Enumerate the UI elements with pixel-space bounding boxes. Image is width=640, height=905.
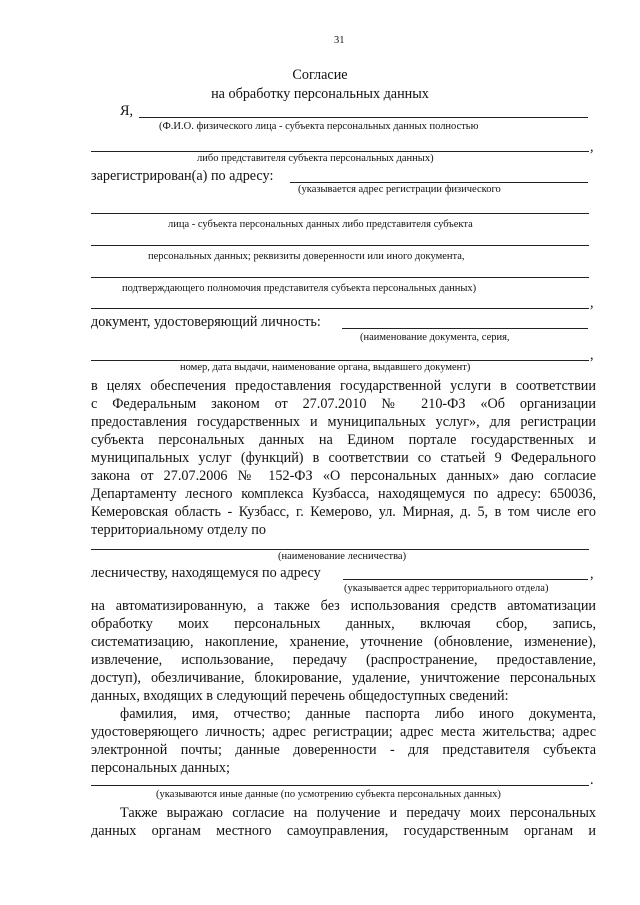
- document-line-1[interactable]: [342, 328, 588, 329]
- para1-line-7: Департаменту лесного комплекса Кузбасса, находящемуся по адресу: 650036,: [91, 486, 596, 502]
- para4-line-2: данных органам местного самоуправления, государственным органам и: [91, 823, 596, 839]
- para3-line-1: фамилия, имя, отчество; данные паспорта либо иного документа,: [120, 706, 596, 722]
- hint-address-2: лица - субъекта персональных данных либо представителя субъекта: [168, 219, 473, 230]
- address-line-2[interactable]: [91, 213, 589, 214]
- para2-line-2: обработку моих персональных данных, включая сбор, запись,: [91, 616, 596, 632]
- address-line-3[interactable]: [91, 245, 589, 246]
- hint-fio-2: либо представителя субъекта персональных данных): [197, 153, 434, 164]
- hint-doc-2: номер, дата выдачи, наименование органа, выдавшего документ): [180, 362, 471, 373]
- hint-address-1: (указывается адрес регистрации физического: [298, 184, 501, 195]
- comma-2: ,: [590, 295, 594, 311]
- comma-4: ,: [590, 566, 594, 582]
- period: .: [590, 772, 594, 788]
- para4-line-1: Также выражаю согласие на получение и передачу моих персональных: [120, 805, 596, 821]
- hint-address-4: подтверждающего полномочия представителя субъекта персональных данных): [122, 283, 477, 294]
- registered-label: зарегистрирован(а) по адресу:: [91, 168, 274, 184]
- para2-line-1: на автоматизированную, а также без использования средств автоматизации: [91, 598, 596, 614]
- hint-doc-1: (наименование документа, серия,: [360, 332, 510, 343]
- title-line-1: Согласие: [292, 67, 348, 83]
- para2-line-6: данных, входящих в следующий перечень общедоступных сведений:: [91, 688, 509, 704]
- forestry-line[interactable]: [91, 549, 589, 550]
- hint-forestry: (наименование лесничества): [278, 551, 407, 562]
- comma-3: ,: [590, 347, 594, 363]
- address-line-1[interactable]: [290, 182, 588, 183]
- para2-line-3: систематизацию, накопление, хранение, уточнение (обновление, изменение),: [91, 634, 596, 650]
- hint-address-3: персональных данных; реквизиты доверенности или иного документа,: [148, 251, 465, 262]
- para1-line-8: Кемеровская область - Кузбасс, г. Кемерово, ул. Мирная, д. 5, в том числе его: [91, 504, 596, 520]
- hint-other: (указываются иные данные (по усмотрению субъекта персональных данных): [156, 789, 501, 800]
- para3-line-2: удостоверяющего личность; адрес регистрации; адрес места жительства; адрес: [91, 724, 596, 740]
- document-line-2[interactable]: [91, 360, 589, 361]
- para1-line-5: муниципальных услуг (функций) в соответствии со статьей 9 Федерального: [91, 450, 596, 466]
- para1-line-1: в целях обеспечения предоставления государственной услуги в соответствии: [91, 378, 596, 394]
- fio-line-2[interactable]: [91, 151, 589, 152]
- para3-line-4: персональных данных;: [91, 760, 230, 776]
- para1-line-4: субъекта персональных данных на Едином портале государственных и: [91, 432, 596, 448]
- other-data-line[interactable]: [91, 785, 589, 786]
- para1-line-3: предоставления государственных и муниципальных услуг», для регистрации: [91, 414, 596, 430]
- address-line-5[interactable]: [91, 308, 589, 309]
- forestry-label: лесничеству, находящемуся по адресу: [91, 565, 321, 581]
- para1-line-6: закона от 27.07.2006 № 152-ФЗ «О персональных данных» даю согласие: [91, 468, 596, 484]
- comma-1: ,: [590, 139, 594, 155]
- para2-line-4: извлечение, использование, передачу (распространение, предоставление,: [91, 652, 596, 668]
- ya-label: Я,: [120, 103, 134, 119]
- document-label: документ, удостоверяющий личность:: [91, 314, 321, 330]
- para1-line-2: с Федеральным законом от 27.07.2010 № 210-ФЗ «Об организации: [91, 396, 596, 412]
- territorial-line[interactable]: [343, 579, 588, 580]
- page-number: 31: [334, 35, 345, 46]
- para3-line-3: электронной почты; данные доверенности - для представителя субъекта: [91, 742, 596, 758]
- para1-line-9: территориальному отделу по: [91, 522, 266, 538]
- hint-fio-1: (Ф.И.О. физического лица - субъекта персональных данных полностью: [159, 121, 479, 132]
- para2-line-5: доступ), обезличивание, блокирование, удаление, уничтожение персональных: [91, 670, 596, 686]
- address-line-4[interactable]: [91, 277, 589, 278]
- fio-line-1[interactable]: [139, 117, 588, 118]
- title-line-2: на обработку персональных данных: [211, 86, 429, 102]
- hint-territorial: (указывается адрес территориального отдела): [344, 583, 549, 594]
